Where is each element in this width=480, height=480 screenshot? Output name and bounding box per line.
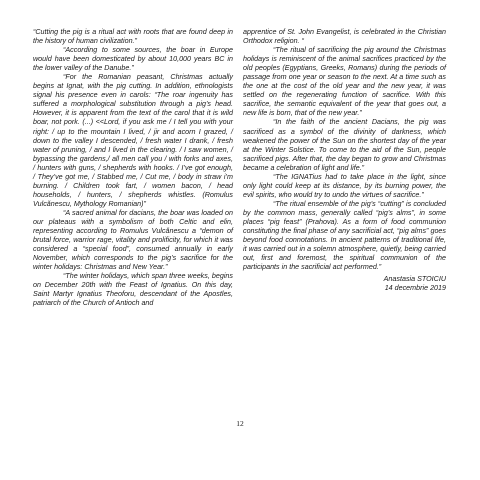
paragraph: “A sacred animal for dacians, the boar was loaded on our plateaus with a symbolism of both Celtic and elin, representing according to Romulus Vulcănescu a “demon of brutal force, warrior rage, vitality and prolificity, for which it was considered a “special food”, consumed annually in early November, which corresponds to the pig’s sacrifice for the winter holidays: Christmas and New Year.” bbox=[33, 208, 233, 272]
author-name: Anastasia STOICIU bbox=[383, 275, 446, 284]
left-column bbox=[33, 28, 233, 308]
page-number: 12 bbox=[236, 419, 244, 428]
paragraph: “The ritual of sacrificing the pig around the Christmas holidays is reminiscent of the animal sacrifices practiced by the old peoples (Egyptians, Greeks, Romans) during the periods of passage from one year or season to the next. At a time such as the one at the cost of the old year and the new year, it was settled on the regenerating function of sacrifice. With this sacrifice, the semantic equivalent of the year that goes out, a new life is born, that of the new year.” bbox=[243, 46, 446, 118]
paragraph: “For the Romanian peasant, Christmas actually begins at Ignat, with the pig cutting. In addition, ethnologists signal his presence even in carols: “The roar ingenuity has suffered a morphological substitution through a pig’s head. However, it is apparent from the text of the carol that it is wild boar, not pork. (...) <<Lord, if you ask me / I tell you with your right: / up to the mountain I lived, / jir and acorn I grazed, / down to the valley I descended, / fresh water I drank, / fresh water of pruning, / and I lived in the clearing. / I saw women, / bypassing the gardens,/ all men call you / with forks and axes, / hunters with guns, / shepherds with hooks. / I’ve got enough, / They’ve got me, / Stabbed me, / Cut me, / body in straw i’m burning. / Children took fart, / women bacon, / head households, / hunters, / shepherds whistles. (Romulus Vulcănescu, Mythology Romanian)” bbox=[33, 73, 233, 208]
signature bbox=[243, 275, 446, 293]
signature-date: 14 decembrie 2019 bbox=[384, 284, 446, 293]
paragraph: apprentice of St. John Evangelist, is celebrated in the Christian Orthodox religion. “ bbox=[243, 28, 446, 46]
paragraph: “According to some sources, the boar in Europe would have been domesticated by about 10,000 years BC in the lower valley of the Danube.” bbox=[33, 46, 233, 73]
right-column bbox=[243, 28, 446, 293]
paragraph: “The ritual ensemble of the pig’s “cutting” is concluded by the common mass, generally called “pig’s alms”, in some places “pig feast” (Prahova). As a form of food communion constituting the final phase of any sacrificial act, “pig alms” goes beyond food connotations. In ancient patterns of traditional life, it was carried out in a solemn atmosphere, quietly, being carried out, first and foremost, the spiritual communion of the participants in the sacrificial act performed.” bbox=[243, 199, 446, 272]
paragraph: “Cutting the pig is a ritual act with roots that are found deep in the history of human civilization.” bbox=[33, 28, 233, 46]
paragraph: “The IGNATius had to take place in the light, since only light could keep at its distance, by its burning power, the evil spirits, who would try to undo the virtues of sacrifice.” bbox=[243, 172, 446, 199]
paragraph: “In the faith of the ancient Dacians, the pig was sacrificed as a symbol of the divinity of darkness, which weakened the power of the Sun on the shortest day of the year at the Winter Solstice. To come to the aid of the Sun, people sacrificed pigs. After that, the day began to grow and Christmas became a celebration of light and life.” bbox=[243, 118, 446, 172]
paragraph: “The winter holidays, which span three weeks, begins on December 20th with the Feast of Ignatius. On this day, Saint Martyr Ignatius Theoforu, descendant of the Apostles, patriarch of the Church of Antioch and bbox=[33, 272, 233, 308]
